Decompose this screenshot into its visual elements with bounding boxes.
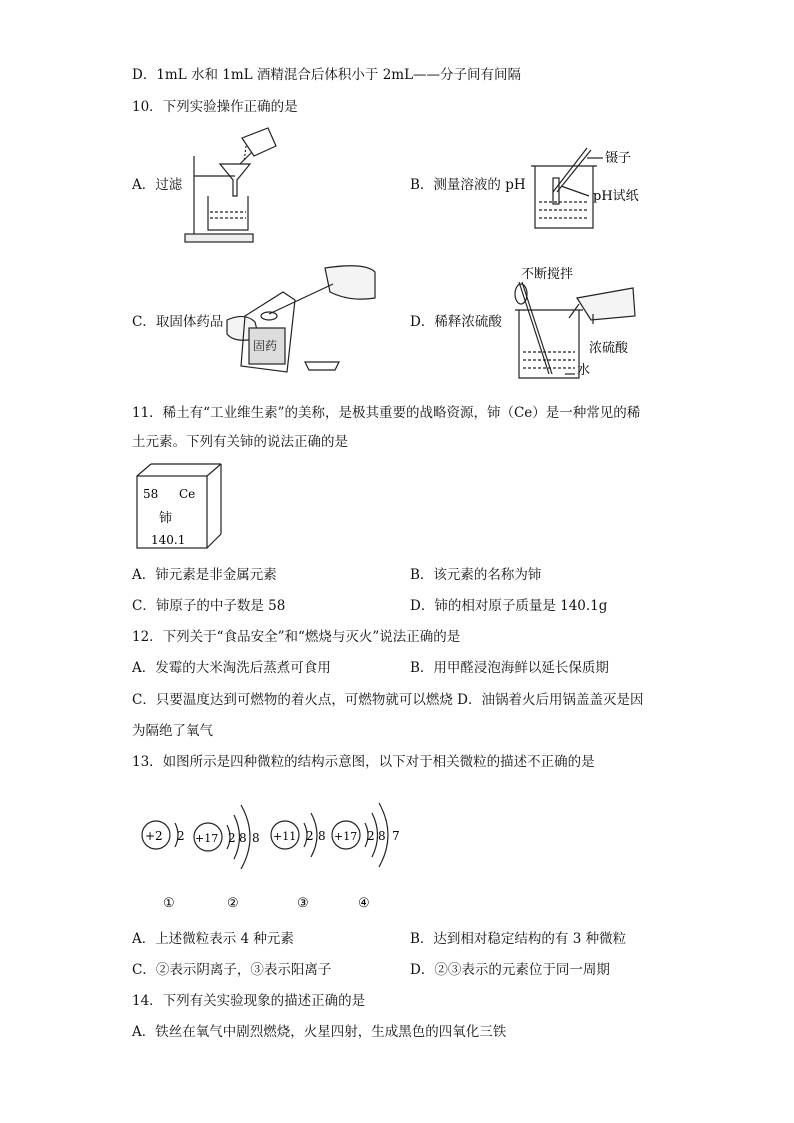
particle-2-mark: ② <box>227 896 239 911</box>
q10-stem: 10．下列实验操作正确的是 <box>132 99 298 115</box>
q14-stem: 14．下列有关实验现象的描述正确的是 <box>132 993 366 1009</box>
q12-stem: 12．下列关于“食品安全”和“燃烧与灭火”说法正确的是 <box>132 629 461 645</box>
particle-2-shell-1: 2 <box>228 831 236 845</box>
element-symbol: Ce <box>179 487 196 501</box>
q10-option-d: D．稀释浓硫酸 <box>410 314 502 330</box>
nucleus-1-charge: +2 <box>145 829 163 843</box>
filtration-figure <box>180 126 280 246</box>
particle-4-shell-3: 7 <box>392 829 400 843</box>
dilute-acid-figure <box>505 262 650 384</box>
svg-text:固药: 固药 <box>253 339 278 353</box>
q12-option-a: A．发霉的大米淘洗后蒸煮可食用 <box>132 660 331 676</box>
q12-option-d-cont: 为隔绝了氧气 <box>132 723 213 739</box>
q12-option-b: B．用甲醛浸泡海鲜以延长保质期 <box>410 660 609 676</box>
q10-option-a: A．过滤 <box>132 177 183 193</box>
q11-stem-line2: 土元素。下列有关铈的说法正确的是 <box>132 434 348 450</box>
q13-option-a: A．上述微粒表示 4 种元素 <box>132 931 294 947</box>
ph-paper-label: pH试纸 <box>593 189 639 204</box>
q13-option-d: D．②③表示的元素位于同一周期 <box>410 962 610 978</box>
q12-option-c-d: C．只要温度达到可燃物的着火点，可燃物就可以燃烧 D．油锅着火后用锅盖盖灭是因 <box>132 692 644 708</box>
q11-option-b: B．该元素的名称为铈 <box>410 567 542 583</box>
q9-option-d: D．1mL 水和 1mL 酒精混合后体积小于 2mL——分子间有间隔 <box>132 67 522 83</box>
water-label: 水 <box>577 363 591 378</box>
q11-option-c: C．铈原子的中子数是 58 <box>132 598 286 614</box>
ph-test-figure <box>527 140 657 235</box>
atomic-mass: 140.1 <box>151 533 186 547</box>
acid-label: 浓硫酸 <box>589 341 629 356</box>
particle-1-mark: ① <box>163 896 175 911</box>
particle-4-mark: ④ <box>358 896 370 911</box>
tweezers-label: 镊子 <box>605 151 632 166</box>
particle-3-shell-2: 8 <box>318 829 326 843</box>
q14-option-a: A．铁丝在氧气中剧烈燃烧，火星四射，生成黑色的四氧化三铁 <box>132 1024 507 1040</box>
element-cell-figure <box>135 462 227 552</box>
particle-3-mark: ③ <box>297 896 309 911</box>
particle-1-shell-1: 2 <box>177 829 185 843</box>
solid-reagent-figure <box>225 262 380 380</box>
particle-4-shell-1: 2 <box>367 829 375 843</box>
particle-2-shell-3: 8 <box>252 831 260 845</box>
nucleus-3-charge: +11 <box>273 830 297 843</box>
particle-3-shell-1: 2 <box>306 829 314 843</box>
q13-stem: 13．如图所示是四种微粒的结构示意图，以下对于相关微粒的描述不正确的是 <box>132 754 595 770</box>
stir-label: 不断搅拌 <box>521 267 574 282</box>
q11-stem-line1: 11．稀土有“工业维生素”的美称，是极其重要的战略资源，铈（Ce）是一种常见的稀 <box>132 405 641 421</box>
particle-4-shell-2: 8 <box>378 829 386 843</box>
particle-structure-figure <box>135 785 425 915</box>
particle-2-shell-2: 8 <box>239 831 247 845</box>
nucleus-2-charge: +17 <box>195 832 219 845</box>
q13-option-c: C．②表示阴离子，③表示阳离子 <box>132 962 332 978</box>
q11-option-a: A．铈元素是非金属元素 <box>132 567 277 583</box>
nucleus-4-charge: +17 <box>334 830 358 843</box>
atomic-number: 58 <box>143 487 159 501</box>
element-name: 铈 <box>159 511 173 526</box>
q10-option-c: C．取固体药品 <box>132 314 224 330</box>
q13-option-b: B．达到相对稳定结构的有 3 种微粒 <box>410 931 627 947</box>
q10-option-b: B．测量溶液的 pH <box>410 177 526 193</box>
q11-option-d: D．铈的相对原子质量是 140.1g <box>410 598 608 614</box>
